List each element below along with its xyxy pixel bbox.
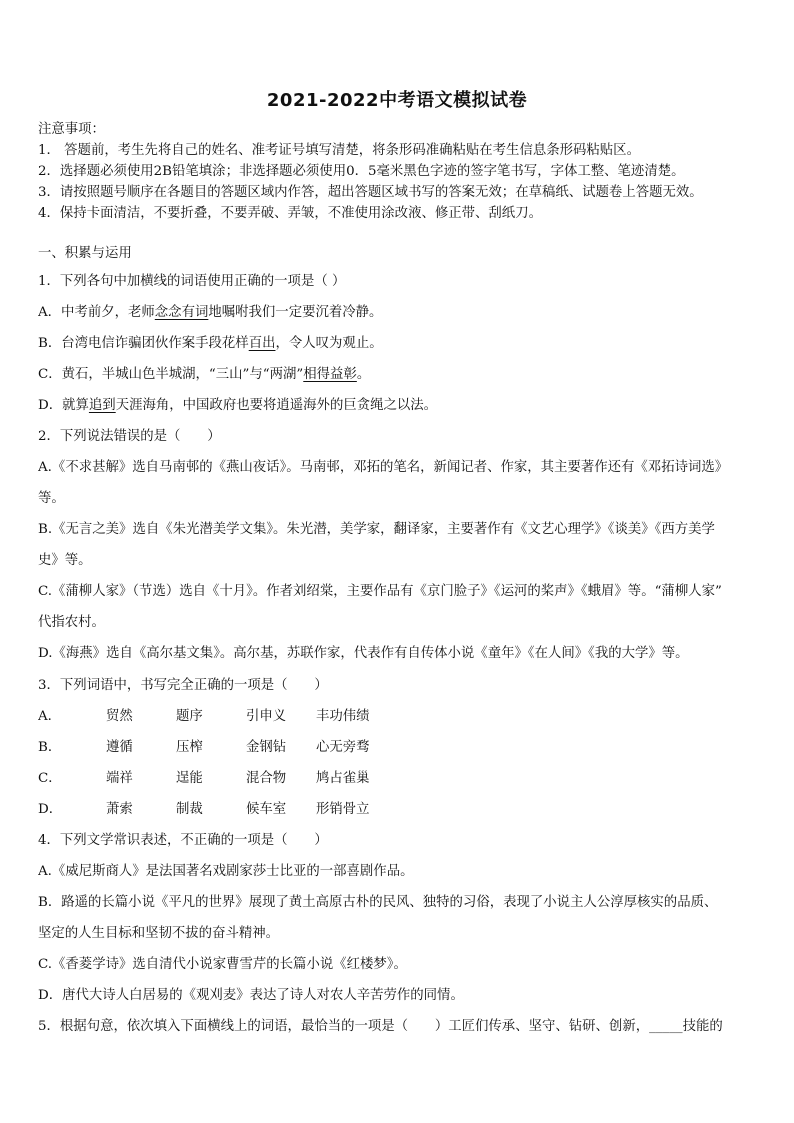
page-title: 2021-2022中考语文模拟试卷 xyxy=(266,90,528,111)
q3-option-b xyxy=(38,739,763,757)
q5-blank: _____ xyxy=(649,1019,683,1034)
q2-option-c-line1: C.《蒲柳人家》（节选）选自《十月》。作者刘绍棠，主要作品有《京门脸子》《运河的桨声》《蛾眉》等。“蒲柳人家” xyxy=(38,584,722,599)
q4-option-c: C.《香菱学诗》选自清代小说家曹雪芹的长篇小说《红楼梦》。 xyxy=(38,957,407,972)
q3-d-word-4: 形销骨立 xyxy=(316,802,370,817)
q3-option-a xyxy=(38,708,763,726)
q3-d-word-3: 候车室 xyxy=(246,802,287,817)
q1-d-underlined: 追到 xyxy=(88,398,116,413)
q5-stem-pre: 5．根据句意，依次填入下面横线上的词语，最恰当的一项是（ ）工匠们传承、坚守、钻研、创新， xyxy=(38,1019,650,1034)
q2-option-b-line1: B.《无言之美》选自《朱光潜美学文集》。朱光潜，美学家，翻译家，主要著作有《文艺心理学》《谈美》《西方美学 xyxy=(38,522,715,537)
q3-stem: 3．下列词语中，书写完全正确的一项是（ ） xyxy=(38,678,328,693)
q3-a-word-4: 丰功伟绩 xyxy=(316,709,370,724)
q3-c-word-1: 端祥 xyxy=(106,771,133,786)
q1-option-b xyxy=(38,335,763,353)
q3-a-label: A． xyxy=(38,709,62,724)
q1-a-underlined: 念念有词 xyxy=(154,305,209,320)
q2-option-a-line1: A.《不求甚解》选自马南邨的《燕山夜话》。马南邨，邓拓的笔名，新闻记者、作家，其主要著作还有《邓拓诗词选》 xyxy=(38,460,729,475)
q3-b-word-1: 遵循 xyxy=(106,740,133,755)
q3-a-word-3: 引申义 xyxy=(246,709,287,724)
q1-c-post: 。 xyxy=(356,367,371,382)
q3-d-word-1: 萧索 xyxy=(106,802,133,817)
q1-a-post: 地嘱咐我们一定要沉着冷静。 xyxy=(208,305,383,320)
q3-b-word-3: 金钢钻 xyxy=(246,740,287,755)
q1-option-a xyxy=(38,304,763,322)
q2-option-a-line2: 等。 xyxy=(38,491,65,506)
q2-option-c-line2: 代指农村。 xyxy=(38,615,105,630)
q3-a-word-2: 题序 xyxy=(176,709,203,724)
q4-stem: 4．下列文学常识表述，不正确的一项是（ ） xyxy=(38,833,328,848)
q1-b-pre: B．台湾电信诈骗团伙作案手段花样 xyxy=(38,336,249,351)
notice-item-3: 3．请按照题号顺序在各题目的答题区域内作答，超出答题区域书写的答案无效；在草稿纸、试题卷上答题无效。 xyxy=(38,185,703,200)
q3-c-word-2: 逞能 xyxy=(176,771,203,786)
q2-stem: 2．下列说法错误的是（ ） xyxy=(38,429,221,444)
q4-option-a: A.《威尼斯商人》是法国著名戏剧家莎士比亚的一部喜剧作品。 xyxy=(38,864,414,879)
q3-option-d xyxy=(38,801,763,819)
q3-c-word-3: 混合物 xyxy=(246,771,287,786)
q1-d-pre: D．就算 xyxy=(38,398,89,413)
q3-d-word-2: 制裁 xyxy=(176,802,203,817)
q1-c-underlined: 相得益彰 xyxy=(303,367,357,382)
q4-option-b-line1: B．路遥的长篇小说《平凡的世界》展现了黄土高原古朴的民风、独特的习俗，表现了小说主人公淳厚核实的品质、 xyxy=(38,895,718,910)
q1-stem: 1．下列各句中加横线的词语使用正确的一项是（ ） xyxy=(38,274,346,289)
q3-option-c xyxy=(38,770,763,788)
q1-b-post: ，令人叹为观止。 xyxy=(275,336,383,351)
q3-a-word-1: 贸然 xyxy=(106,709,133,724)
q2-option-b-line2: 史》等。 xyxy=(38,553,92,568)
q3-c-word-4: 鸠占雀巢 xyxy=(316,771,370,786)
q1-a-pre: A．中考前夕，老师 xyxy=(38,305,155,320)
notice-item-4: 4．保持卡面清洁，不要折叠，不要弄破、弄皱，不准使用涂改液、修正带、刮纸刀。 xyxy=(38,206,542,221)
q5-stem xyxy=(38,1018,763,1036)
q1-b-underlined: 百出 xyxy=(248,336,276,351)
q3-c-label: C． xyxy=(38,771,62,786)
notice-heading: 注意事项： xyxy=(38,122,105,137)
q4-option-b-line2: 坚定的人生目标和坚韧不拔的奋斗精神。 xyxy=(38,926,280,941)
q1-option-c xyxy=(38,366,763,384)
q2-option-d: D.《海燕》选自《高尔基文集》。高尔基，苏联作家，代表作有自传体小说《童年》《在人间》《我的大学》等。 xyxy=(38,646,689,661)
notice-item-2: 2．选择题必须使用2B铅笔填涂；非选择题必须使用0．5毫米黑色字迹的签字笔书写，字体工整、笔迹清楚。 xyxy=(38,164,685,179)
q5-stem-post: 技能的 xyxy=(682,1019,723,1034)
q1-c-pre: C．黄石，半城山色半城湖，“三山”与“两湖” xyxy=(38,367,304,382)
section-heading: 一、积累与运用 xyxy=(38,246,132,261)
q4-option-d: D．唐代大诗人白居易的《观刈麦》表达了诗人对农人辛苦劳作的同情。 xyxy=(38,988,464,1003)
q3-b-word-4: 心无旁骛 xyxy=(316,740,370,755)
q3-b-word-2: 压榨 xyxy=(176,740,203,755)
q3-b-label: B． xyxy=(38,740,62,755)
q1-option-d xyxy=(38,397,763,415)
notice-item-1: 1． 答题前，考生先将自己的姓名、准考证号填写清楚，将条形码准确粘贴在考生信息条形码粘贴区。 xyxy=(38,143,640,158)
q1-d-post: 天涯海角，中国政府也要将逍遥海外的巨贪绳之以法。 xyxy=(115,398,438,413)
q3-d-label: D． xyxy=(38,802,63,817)
